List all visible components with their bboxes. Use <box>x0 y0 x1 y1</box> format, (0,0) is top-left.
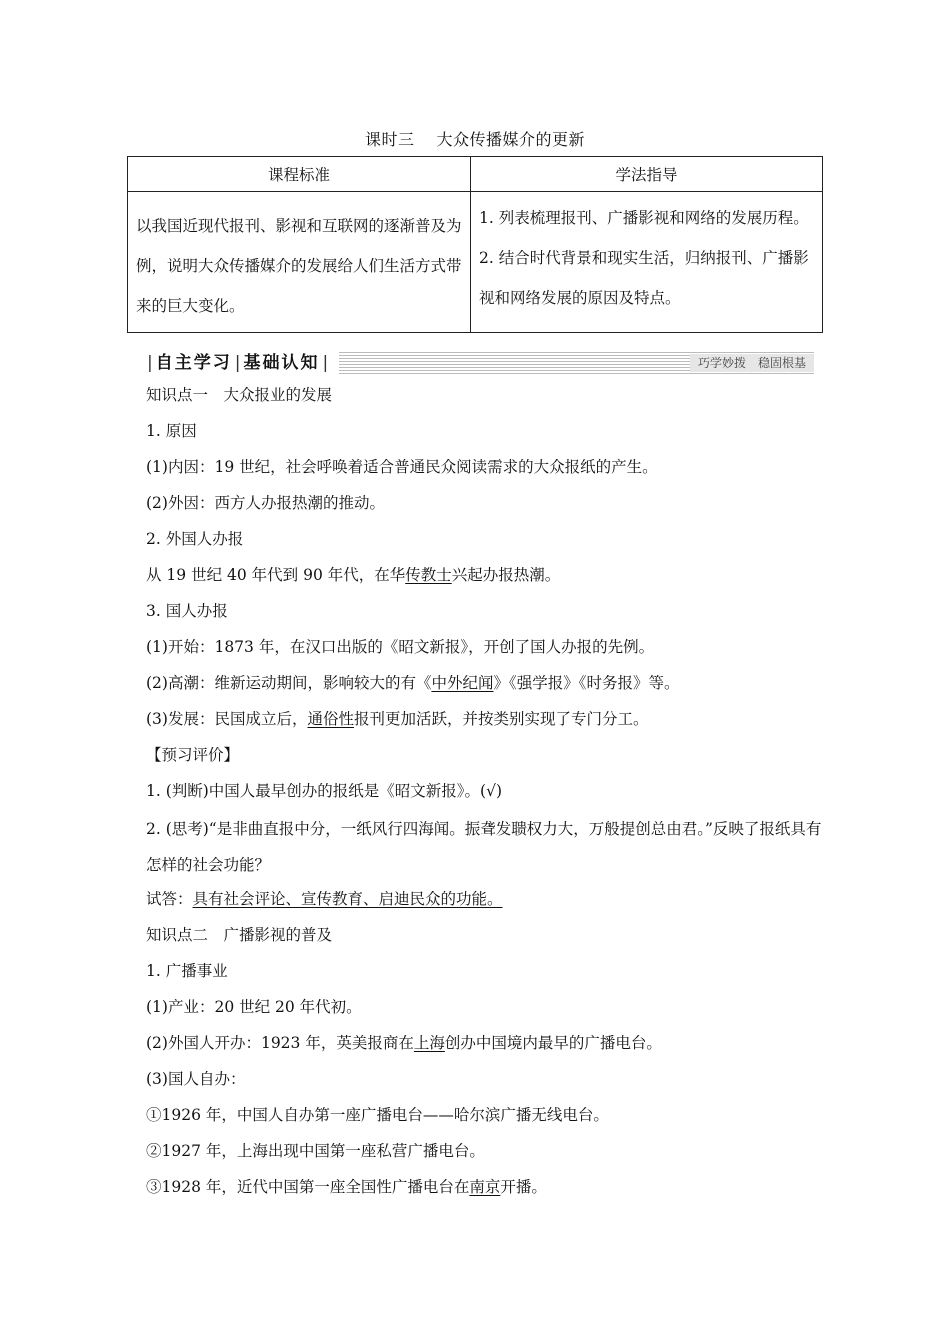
section-foreign-papers: 2. 外国人办报 <box>146 530 244 548</box>
chinese-papers-development: (3)发展：民国成立后，通俗性报刊更加活跃，并按类别实现了专门分工。 <box>146 710 649 728</box>
answer-blank: 南京 <box>469 1178 501 1196</box>
cause-external: (2)外因：西方人办报热潮的推动。 <box>146 494 385 512</box>
banner-self-study: 自主学习 <box>155 353 232 373</box>
lesson-name: 大众传播媒介的更新 <box>436 130 586 149</box>
preview-review-heading: 【预习评价】 <box>146 746 240 764</box>
content-body <box>146 379 826 1207</box>
answer-blank: 上海 <box>413 1034 445 1052</box>
broadcasting-foreign: (2)外国人开办：1923 年，英美报商在上海创办中国境内最早的广播电台。 <box>146 1034 662 1052</box>
broadcasting-item-1: ①1926 年，中国人自办第一座广播电台——哈尔滨广播无线电台。 <box>146 1106 609 1124</box>
cause-internal: (1)内因：19 世纪，社会呼唤着适合普通民众阅读需求的大众报纸的产生。 <box>146 458 658 476</box>
broadcasting-domestic: (3)国人自办： <box>146 1070 246 1088</box>
section-causes: 1. 原因 <box>146 422 197 440</box>
section-banner <box>140 352 814 376</box>
answer-blank: 传教士 <box>405 566 452 584</box>
review-question-2: 2. (思考)“是非曲直报中分，一纸风行四海闻。振聋发聩权力大，万般提创总由君。”反映了报纸具有怎样的社会功能？ <box>146 820 822 874</box>
broadcasting-item-3: ③1928 年，近代中国第一座全国性广播电台在南京开播。 <box>146 1178 547 1196</box>
lesson-number: 课时三 <box>364 130 415 149</box>
banner-tagline: 巧学妙拨 稳固根基 <box>690 354 814 372</box>
banner-heading: | 自主学习 | 基础认知 | <box>140 352 339 374</box>
lesson-title <box>0 127 950 150</box>
answer-text: 具有社会评论、宣传教育、启迪民众的功能。 <box>192 890 503 908</box>
header-curriculum-standard: 课程标准 <box>128 157 471 192</box>
broadcasting-industry: (1)产业：20 世纪 20 年代初。 <box>146 998 362 1016</box>
broadcasting-item-2: ②1927 年，上海出现中国第一座私营广播电台。 <box>146 1142 485 1160</box>
curriculum-standard-text: 以我国近现代报刊、影视和互联网的逐渐普及为例，说明大众传播媒介的发展给人们生活方式带来的巨大变化。 <box>128 192 471 333</box>
review-answer: 试答：具有社会评论、宣传教育、启迪民众的功能。 <box>146 890 503 908</box>
chinese-papers-start: (1)开始：1873 年，在汉口出版的《昭文新报》，开创了国人办报的先例。 <box>146 638 655 656</box>
banner-basic-knowledge: 基础认知 <box>243 353 320 373</box>
standards-table <box>127 156 823 333</box>
answer-blank: 通俗性 <box>307 710 354 728</box>
review-question-1: 1. (判断)中国人最早创办的报纸是《昭文新报》。(√) <box>146 782 503 800</box>
chinese-papers-climax: (2)高潮：维新运动期间，影响较大的有《中外纪闻》《强学报》《时务报》等。 <box>146 674 680 692</box>
header-study-guide: 学法指导 <box>471 157 823 192</box>
section-chinese-papers: 3. 国人办报 <box>146 602 228 620</box>
foreign-papers-text: 从 19 世纪 40 年代到 90 年代，在华传教士兴起办报热潮。 <box>146 566 561 584</box>
answer-blank: 中外纪闻 <box>431 674 494 692</box>
study-guide-item-1: 1. 列表梳理报刊、广播影视和网络的发展历程。 <box>479 209 809 227</box>
section-broadcasting: 1. 广播事业 <box>146 962 228 980</box>
study-guide-cell <box>471 192 823 333</box>
knowledge-point-2-heading: 知识点二 广播影视的普及 <box>146 926 333 944</box>
knowledge-point-1-heading: 知识点一 大众报业的发展 <box>146 386 333 404</box>
study-guide-item-2: 2. 结合时代背景和现实生活，归纳报刊、广播影视和网络发展的原因及特点。 <box>479 249 809 307</box>
